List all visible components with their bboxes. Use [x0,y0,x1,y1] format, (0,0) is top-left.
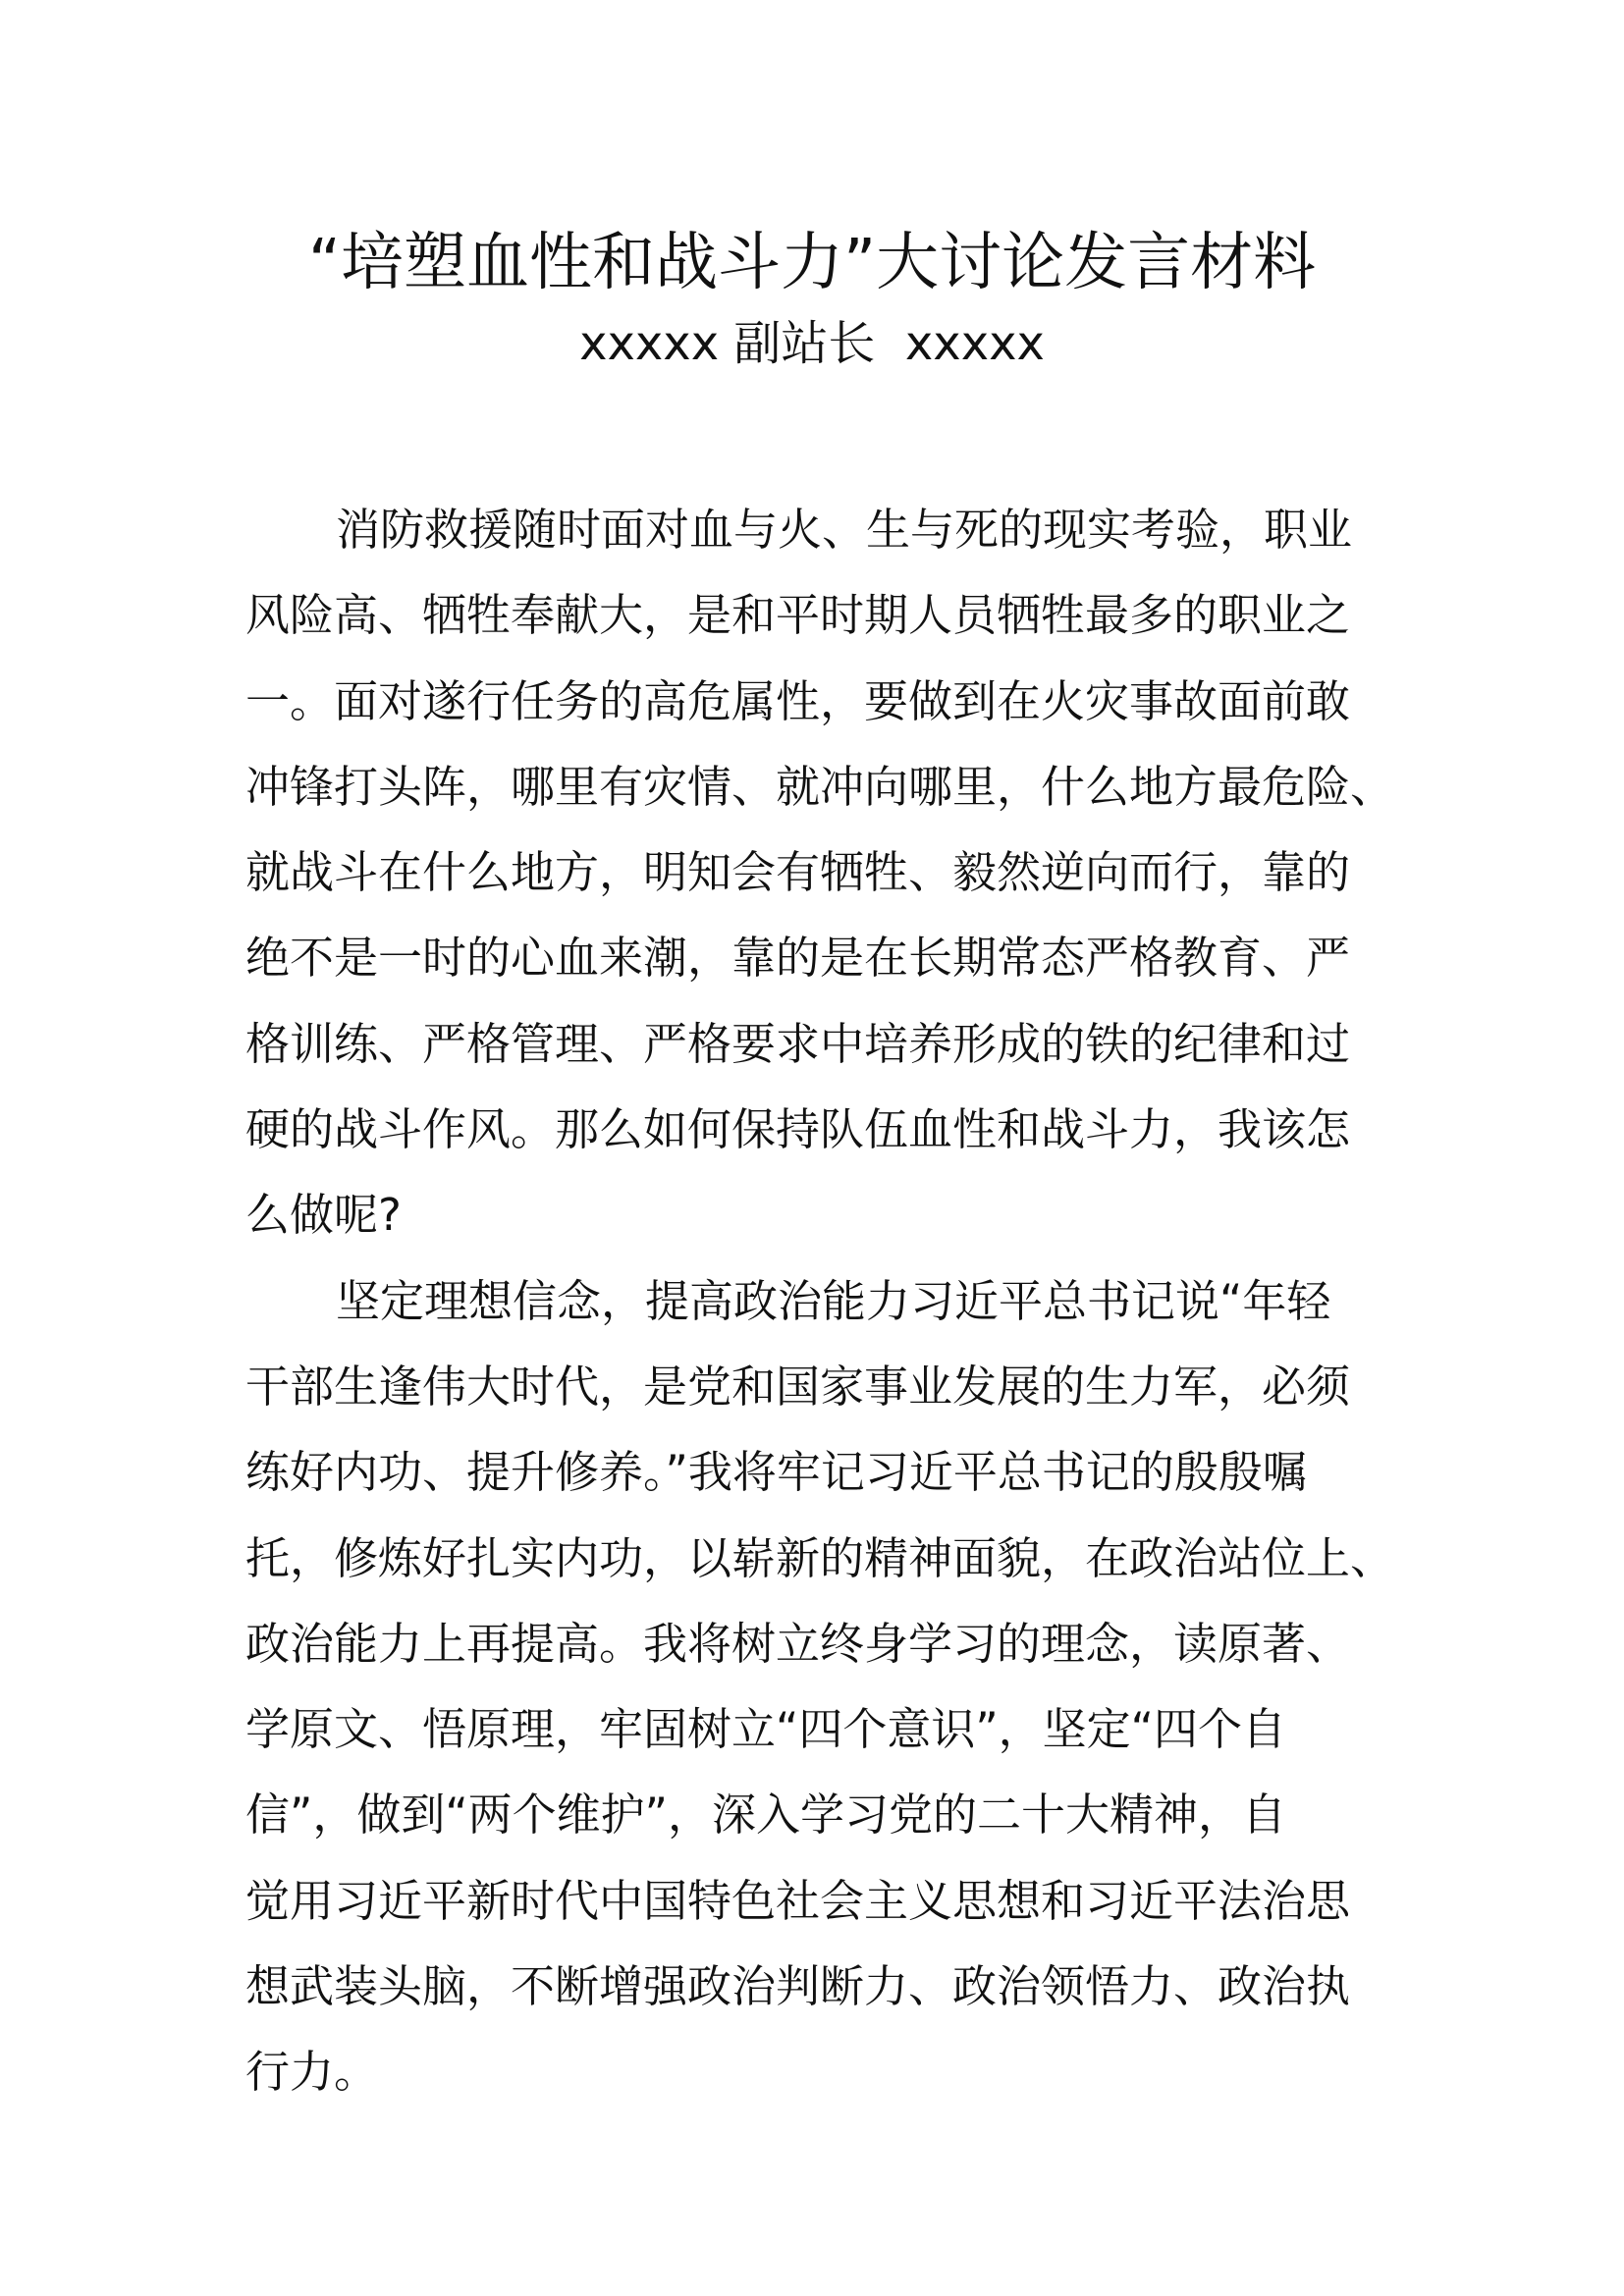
paragraph-1 [245,487,1395,1258]
document-byline: xxxxx 副站长 xxxxx [579,316,1045,371]
text-line: 坚定理想信念，提高政治能力习近平总书记说“年轻 [336,1274,1331,1327]
text-line: 行力。 [245,2046,379,2099]
text-line: 干部生逢伟大时代，是党和国家事业发展的生力军，必须 [245,1360,1351,1413]
text-line: 硬的战斗作风。那么如何保持队伍血性和战斗力，我该怎 [245,1103,1351,1156]
text-line: 么做呢? [245,1189,402,1242]
text-line: 格训练、严格管理、严格要求中培养形成的铁的纪律和过 [245,1017,1351,1070]
text-line: 学原文、悟原理，牢固树立“四个意识”，坚定“四个自 [245,1703,1286,1756]
text-line: 练好内功、提升修养。”我将牢记习近平总书记的殷殷嘱 [245,1446,1307,1499]
text-line: 消防救援随时面对血与火、生与死的现实考验，职业 [336,504,1353,556]
paragraph-2 [245,1258,1395,2115]
text-line: 想武装头脑，不断增强政治判断力、政治领悟力、政治执 [245,1960,1351,2013]
text-line: 政治能力上再提高。我将树立终身学习的理念，读原著、 [245,1617,1351,1670]
text-line: 一。面对遂行任务的高危属性，要做到在火灾事故面前敢 [245,674,1351,727]
text-line: 托，修炼好扎实内功，以崭新的精神面貌，在政治站位上、 [245,1531,1395,1584]
text-line: 觉用习近平新时代中国特色社会主义思想和习近平法治思 [245,1874,1351,1927]
document-title: “培塑血性和战斗力”大讨论发言材料 [307,227,1317,299]
text-line: 冲锋打头阵，哪里有灾情、就冲向哪里，什么地方最危险、 [245,760,1395,813]
text-line: 就战斗在什么地方，明知会有牺牲、毅然逆向而行，靠的 [245,846,1351,899]
text-line: 绝不是一时的心血来潮，靠的是在长期常态严格教育、严 [245,932,1351,985]
text-line: 信”，做到“两个维护”，深入学习党的二十大精神，自 [245,1789,1286,1842]
text-line: 风险高、牺牲奉献大，是和平时期人员牺牲最多的职业之 [245,589,1351,642]
document-body [245,487,1395,2115]
